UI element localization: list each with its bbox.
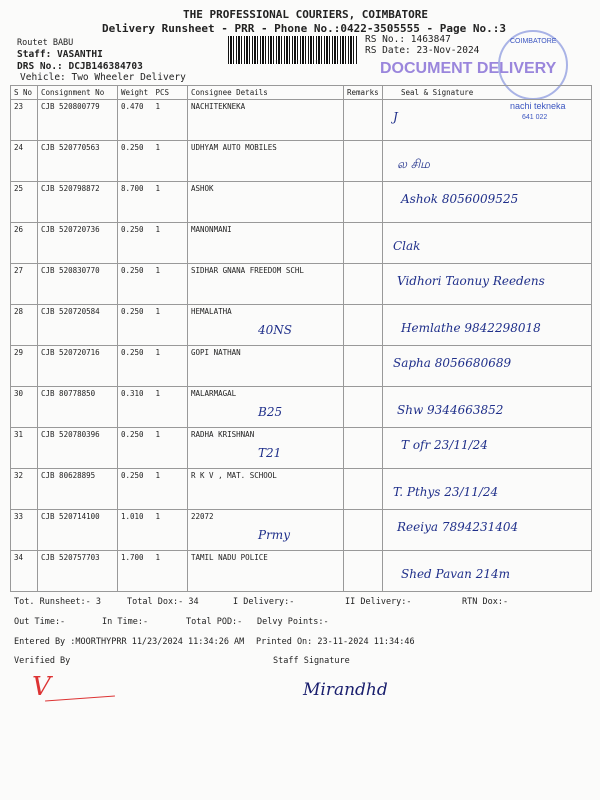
cell-consignment-no	[38, 100, 118, 141]
handwritten-note: Prmy	[258, 528, 290, 542]
cell-pcs	[153, 141, 188, 182]
cell-remarks	[344, 223, 383, 264]
cell-pcs	[153, 428, 188, 469]
recipient-signature: Ashok 8056009525	[401, 192, 519, 206]
handwritten-note: 40NS	[258, 323, 292, 337]
cell-weight	[118, 305, 153, 346]
cell-sno-text: 23	[14, 102, 24, 111]
cell-pcs-text: 1	[155, 102, 161, 111]
cell-seal-signature	[383, 182, 592, 223]
table-row	[11, 551, 592, 592]
cell-consignment-no-text: CJB 520800779	[41, 102, 100, 111]
col-seal-signature: Seal & Signature	[383, 86, 592, 100]
cell-sno-text: 29	[14, 348, 24, 357]
route: Routet BABU	[17, 38, 74, 48]
cell-consignee-text: ASHOK	[191, 184, 214, 193]
cell-weight-text: 0.250	[121, 266, 144, 275]
cell-weight	[118, 223, 153, 264]
col-consignee: Consignee Details	[188, 86, 344, 100]
cell-consignment-no	[38, 141, 118, 182]
cell-consignment-no	[38, 510, 118, 551]
cell-seal-signature	[383, 510, 592, 551]
cell-consignment-no	[38, 346, 118, 387]
cell-weight-text: 0.250	[121, 143, 144, 152]
cell-sno-text: 31	[14, 430, 24, 439]
cell-pcs-text: 1	[155, 225, 161, 234]
cell-weight-text: 1.010	[121, 512, 144, 521]
cell-sno-text: 28	[14, 307, 24, 316]
recipient-signature: Shed Pavan 214m	[401, 567, 510, 581]
cell-consignment-no	[38, 428, 118, 469]
ii-delivery: II Delivery:-	[345, 597, 412, 607]
cell-pcs	[153, 305, 188, 346]
cell-consignment-no	[38, 223, 118, 264]
cell-sno	[11, 346, 38, 387]
cell-consignee	[188, 346, 344, 387]
cell-pcs-text: 1	[155, 471, 161, 480]
cell-pcs-text: 1	[155, 430, 161, 439]
cell-seal-signature	[383, 428, 592, 469]
vehicle: Vehicle: Two Wheeler Delivery	[20, 72, 186, 83]
cell-pcs-text: 1	[155, 348, 161, 357]
table-row	[11, 141, 592, 182]
stamp-main: DOCUMENT DELIVERY	[380, 60, 557, 77]
table-row	[11, 264, 592, 305]
col-remarks: Remarks	[344, 86, 383, 100]
cell-consignee	[188, 305, 344, 346]
cell-weight-text: 0.250	[121, 430, 144, 439]
cell-consignment-no-text: CJB 80628895	[41, 471, 96, 480]
cell-remarks	[344, 264, 383, 305]
company-name: THE PROFESSIONAL COURIERS, COIMBATORE	[183, 8, 429, 21]
cell-sno	[11, 223, 38, 264]
cell-pcs-text: 1	[155, 553, 161, 562]
cell-sno	[11, 551, 38, 592]
cell-remarks	[344, 346, 383, 387]
cell-seal-signature	[383, 346, 592, 387]
cell-weight-text: 8.700	[121, 184, 144, 193]
cell-sno-text: 27	[14, 266, 24, 275]
cell-seal-signature	[383, 264, 592, 305]
cell-weight	[118, 182, 153, 223]
cell-remarks	[344, 469, 383, 510]
drs-number: DRS No.: DCJB146384703	[17, 61, 143, 72]
cell-sno	[11, 305, 38, 346]
cell-weight	[118, 346, 153, 387]
cell-consignment-no-text: CJB 520757703	[41, 553, 100, 562]
cell-sno	[11, 264, 38, 305]
cell-sno	[11, 510, 38, 551]
col-sno: S No	[11, 86, 38, 100]
in-time: In Time:-	[102, 617, 149, 627]
cell-sno-text: 33	[14, 512, 24, 521]
cell-pcs-text: 1	[155, 266, 161, 275]
cell-pcs	[153, 551, 188, 592]
cell-consignee-text: TAMIL NADU POLICE	[191, 553, 268, 562]
cell-consignment-no	[38, 469, 118, 510]
cell-consignee-text: GOPI NATHAN	[191, 348, 241, 357]
cell-consignment-no-text: CJB 520720584	[41, 307, 100, 316]
recipient-signature: Vidhori Taonuy Reedens	[397, 274, 545, 288]
cell-weight-text: 1.700	[121, 553, 144, 562]
total-pod: Total POD:-	[186, 617, 243, 627]
cell-sno	[11, 469, 38, 510]
cell-pcs-text: 1	[155, 184, 161, 193]
table-row	[11, 100, 592, 141]
cell-remarks	[344, 387, 383, 428]
cell-sno-text: 34	[14, 553, 24, 562]
cell-seal-signature	[383, 551, 592, 592]
cell-consignee	[188, 100, 344, 141]
cell-consignee	[188, 141, 344, 182]
cell-pcs	[153, 100, 188, 141]
table-row	[11, 387, 592, 428]
cell-seal-signature	[383, 305, 592, 346]
cell-weight-text: 0.470	[121, 102, 144, 111]
table-row	[11, 223, 592, 264]
recipient-signature: ல சிம	[397, 157, 430, 171]
cell-sno	[11, 182, 38, 223]
cell-sno-text: 32	[14, 471, 24, 480]
recipient-signature: Reeiya 7894231404	[397, 520, 519, 534]
cell-consignment-no	[38, 264, 118, 305]
cell-sno	[11, 387, 38, 428]
cell-pcs	[153, 182, 188, 223]
cell-seal-signature	[383, 223, 592, 264]
rs-number: RS No.: 1463847	[365, 34, 451, 45]
handwritten-note: T21	[258, 446, 282, 460]
col-pcs: PCS	[153, 86, 188, 100]
cell-weight-text: 0.310	[121, 389, 144, 398]
i-delivery: I Delivery:-	[233, 597, 295, 607]
cell-consignee	[188, 387, 344, 428]
cell-seal-signature	[383, 100, 592, 141]
cell-weight	[118, 264, 153, 305]
recipient-signature: T. Pthys 23/11/24	[393, 485, 499, 499]
cell-pcs	[153, 387, 188, 428]
col-weight: Weight	[118, 86, 153, 100]
cell-consignee	[188, 469, 344, 510]
recipient-signature: Clak	[393, 239, 421, 253]
cell-consignee	[188, 182, 344, 223]
cell-consignment-no	[38, 305, 118, 346]
entered-by: Entered By :MOORTHYPRR 11/23/2024 11:34:26 AM	[14, 637, 245, 647]
cell-remarks	[344, 551, 383, 592]
cell-consignee-text: RADHA KRISHNAN	[191, 430, 255, 439]
cell-weight	[118, 141, 153, 182]
staff-signature: Mirandhd	[303, 680, 388, 700]
cell-sno-text: 25	[14, 184, 24, 193]
cell-pcs	[153, 469, 188, 510]
cell-weight-text: 0.250	[121, 225, 144, 234]
printed-on: Printed On: 23-11-2024 11:34:46	[256, 637, 415, 647]
cell-seal-signature	[383, 469, 592, 510]
stamp-company: nachi tekneka	[510, 101, 566, 111]
cell-weight	[118, 469, 153, 510]
cell-sno	[11, 141, 38, 182]
cell-consignee-text: UDHYAM AUTO MOBILES	[191, 143, 277, 152]
runsheet-title: Delivery Runsheet - PRR - Phone No.:0422-3505555 - Page No.:3	[102, 22, 506, 35]
out-time: Out Time:-	[14, 617, 66, 627]
recipient-signature: J	[393, 110, 398, 124]
table-row	[11, 305, 592, 346]
rs-date: RS Date: 23-Nov-2024	[365, 45, 480, 56]
cell-remarks	[344, 100, 383, 141]
runsheet-table	[10, 85, 592, 592]
delvy-points: Delvy Points:-	[257, 617, 329, 627]
recipient-signature: Sapha 8056680689	[393, 356, 512, 370]
cell-remarks	[344, 305, 383, 346]
stamp-city: COIMBATORE	[510, 38, 557, 45]
recipient-signature: Hemlathe 9842298018	[401, 321, 541, 335]
cell-consignee	[188, 510, 344, 551]
cell-pcs-text: 1	[155, 307, 161, 316]
cell-sno-text: 26	[14, 225, 24, 234]
cell-consignee-text: MANONMANI	[191, 225, 232, 234]
cell-consignee-text: HEMALATHA	[191, 307, 232, 316]
recipient-signature: T ofr 23/11/24	[401, 438, 488, 452]
cell-consignment-no-text: CJB 520720736	[41, 225, 100, 234]
cell-sno-text: 24	[14, 143, 24, 152]
cell-consignee-text: NACHITEKNEKA	[191, 102, 246, 111]
cell-remarks	[344, 428, 383, 469]
barcode	[228, 36, 358, 64]
cell-consignment-no-text: CJB 520714100	[41, 512, 100, 521]
total-dox: Total Dox:- 34	[127, 597, 199, 607]
cell-remarks	[344, 182, 383, 223]
cell-pcs	[153, 264, 188, 305]
rtn-dox: RTN Dox:-	[462, 597, 509, 607]
cell-remarks	[344, 141, 383, 182]
cell-consignment-no-text: CJB 80778850	[41, 389, 96, 398]
cell-consignment-no	[38, 387, 118, 428]
cell-weight	[118, 428, 153, 469]
verified-signature: V	[32, 672, 51, 702]
cell-pcs	[153, 346, 188, 387]
cell-weight-text: 0.250	[121, 348, 144, 357]
staff-signature-label: Staff Signature	[273, 656, 350, 666]
cell-consignment-no-text: CJB 520770563	[41, 143, 100, 152]
cell-consignee-text: SIDHAR GNANA FREEDOM SCHL	[191, 266, 304, 275]
table-row	[11, 346, 592, 387]
cell-weight	[118, 510, 153, 551]
cell-pcs	[153, 223, 188, 264]
cell-consignment-no	[38, 551, 118, 592]
cell-sno-text: 30	[14, 389, 24, 398]
cell-sno	[11, 100, 38, 141]
table-row	[11, 510, 592, 551]
cell-seal-signature	[383, 141, 592, 182]
staff: Staff: VASANTHI	[17, 49, 103, 60]
cell-pcs-text: 1	[155, 389, 161, 398]
cell-consignment-no-text: CJB 520830770	[41, 266, 100, 275]
cell-consignment-no	[38, 182, 118, 223]
handwritten-note: B25	[258, 405, 283, 419]
cell-remarks	[344, 510, 383, 551]
cell-pcs-text: 1	[155, 512, 161, 521]
verified-signature-stroke	[45, 696, 115, 702]
tot-runsheet: Tot. Runsheet:- 3	[14, 597, 101, 607]
col-consignment: Consignment No	[38, 86, 118, 100]
stamp-pin: 641 022	[522, 114, 548, 121]
cell-seal-signature	[383, 387, 592, 428]
table-row	[11, 182, 592, 223]
cell-pcs	[153, 510, 188, 551]
cell-consignment-no-text: CJB 520720716	[41, 348, 100, 357]
cell-consignee	[188, 428, 344, 469]
cell-consignee-text: 22072	[191, 512, 214, 521]
cell-sno	[11, 428, 38, 469]
verified-by: Verified By	[14, 656, 71, 666]
recipient-signature: Shw 9344663852	[397, 403, 504, 417]
cell-consignee	[188, 264, 344, 305]
table-row	[11, 469, 592, 510]
cell-consignment-no-text: CJB 520798872	[41, 184, 100, 193]
cell-consignment-no-text: CJB 520780396	[41, 430, 100, 439]
cell-weight-text: 0.250	[121, 307, 144, 316]
cell-consignee-text: R K V , MAT. SCHOOL	[191, 471, 277, 480]
cell-consignee-text: MALARMAGAL	[191, 389, 237, 398]
table-header	[11, 86, 592, 100]
cell-consignee	[188, 551, 344, 592]
cell-weight	[118, 387, 153, 428]
cell-pcs-text: 1	[155, 143, 161, 152]
cell-consignee	[188, 223, 344, 264]
table-row	[11, 428, 592, 469]
cell-weight-text: 0.250	[121, 471, 144, 480]
cell-weight	[118, 551, 153, 592]
cell-weight	[118, 100, 153, 141]
